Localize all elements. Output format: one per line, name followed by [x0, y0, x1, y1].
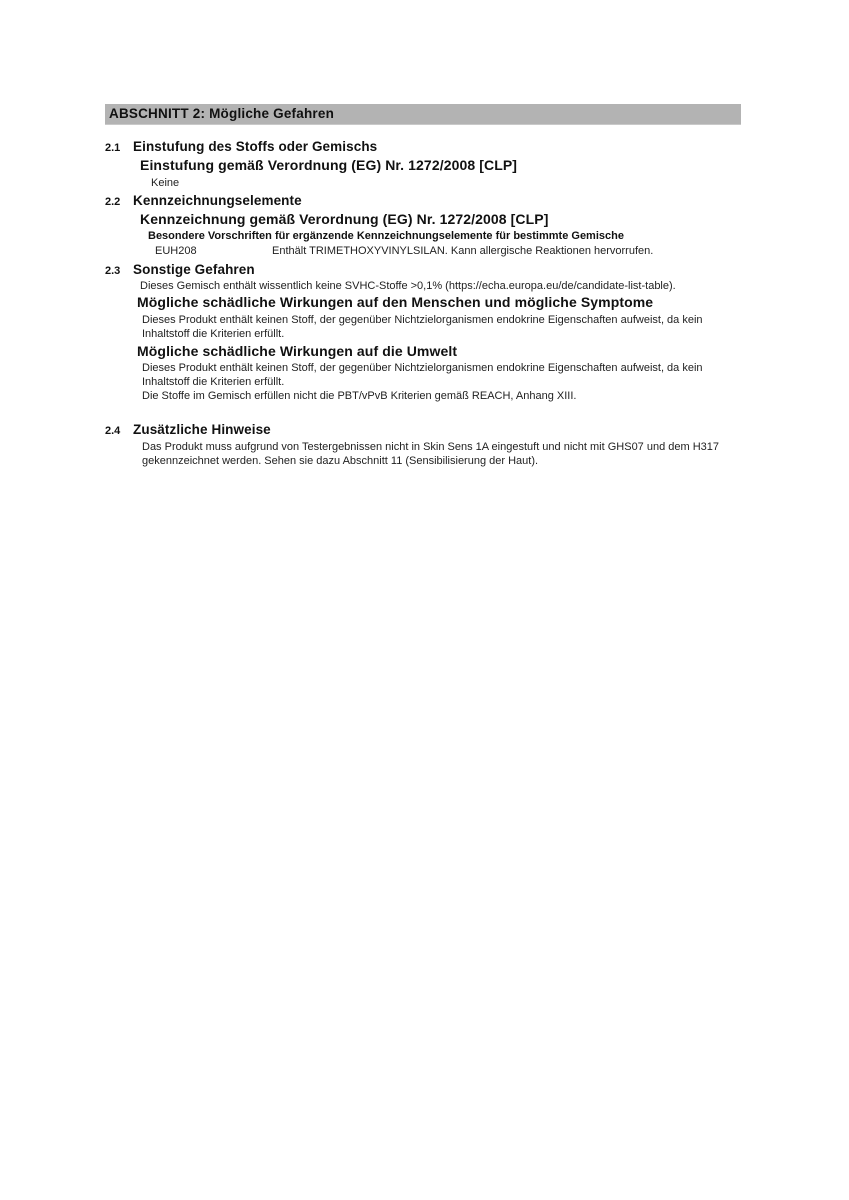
human-effects-line-1: Dieses Produkt enthält keinen Stoff, der gegenüber Nichtzielorganismen endokrine Eigenschaften aufweist, da kein	[142, 314, 703, 326]
pbt-statement: Die Stoffe im Gemisch erfüllen nicht die PBT/vPvB Kriterien gemäß REACH, Anhang XIII.	[142, 390, 577, 402]
section-2-3-title: Sonstige Gefahren	[133, 262, 255, 277]
section-2-2-title: Kennzeichnungselemente	[133, 193, 302, 208]
environment-effects-line-1: Dieses Produkt enthält keinen Stoff, der gegenüber Nichtzielorganismen endokrine Eigenschaften aufweist, da kein	[142, 362, 703, 374]
section-2-1-subtitle: Einstufung gemäß Verordnung (EG) Nr. 1272/2008 [CLP]	[140, 157, 518, 173]
euh-statement-row	[155, 245, 653, 257]
section-header-bar	[105, 104, 741, 125]
section-2-1-heading-row	[105, 139, 377, 154]
section-2-2-special-provisions-note: Besondere Vorschriften für ergänzende Kennzeichnungselemente für bestimmte Gemische	[148, 230, 624, 242]
section-2-2-number: 2.2	[105, 196, 121, 208]
section-header-title: ABSCHNITT 2: Mögliche Gefahren	[109, 106, 335, 121]
environment-effects-line-2: Inhaltstoff die Kriterien erfüllt.	[142, 375, 285, 388]
human-effects-line-2: Inhaltstoff die Kriterien erfüllt.	[142, 327, 285, 340]
svhc-statement: Dieses Gemisch enthält wissentlich keine SVHC-Stoffe >0,1% (https://echa.europa.eu/de/candidate-list-table).	[140, 280, 676, 292]
section-2-3-number: 2.3	[105, 265, 121, 277]
additional-notes-line-2: gekennzeichnet werden. Sehen sie dazu Abschnitt 11 (Sensibilisierung der Haut).	[142, 454, 539, 467]
additional-notes-paragraph	[142, 441, 719, 468]
section-2-1-value: Keine	[151, 177, 180, 189]
euh-text: Enthält TRIMETHOXYVINYLSILAN. Kann allergische Reaktionen hervorrufen.	[272, 245, 654, 257]
section-2-4-title: Zusätzliche Hinweise	[133, 422, 271, 437]
euh-code: EUH208	[155, 245, 197, 257]
human-effects-heading: Mögliche schädliche Wirkungen auf den Menschen und mögliche Symptome	[137, 294, 654, 310]
section-2-4-number: 2.4	[105, 425, 121, 437]
section-2-4-heading-row	[105, 422, 271, 437]
section-2-2-heading-row	[105, 193, 302, 208]
section-2-3-heading-row	[105, 262, 255, 277]
additional-notes-line-1: Das Produkt muss aufgrund von Testergebnissen nicht in Skin Sens 1A eingestuft und nicht mit GHS07 und dem H317	[142, 441, 720, 453]
environment-effects-paragraph	[142, 362, 703, 389]
section-2-1-title: Einstufung des Stoffs oder Gemischs	[133, 139, 378, 154]
section-2-1-number: 2.1	[105, 142, 121, 154]
human-effects-paragraph	[142, 314, 703, 341]
environment-effects-heading: Mögliche schädliche Wirkungen auf die Umwelt	[137, 343, 458, 359]
section-2-2-subtitle: Kennzeichnung gemäß Verordnung (EG) Nr. 1272/2008 [CLP]	[140, 211, 549, 227]
